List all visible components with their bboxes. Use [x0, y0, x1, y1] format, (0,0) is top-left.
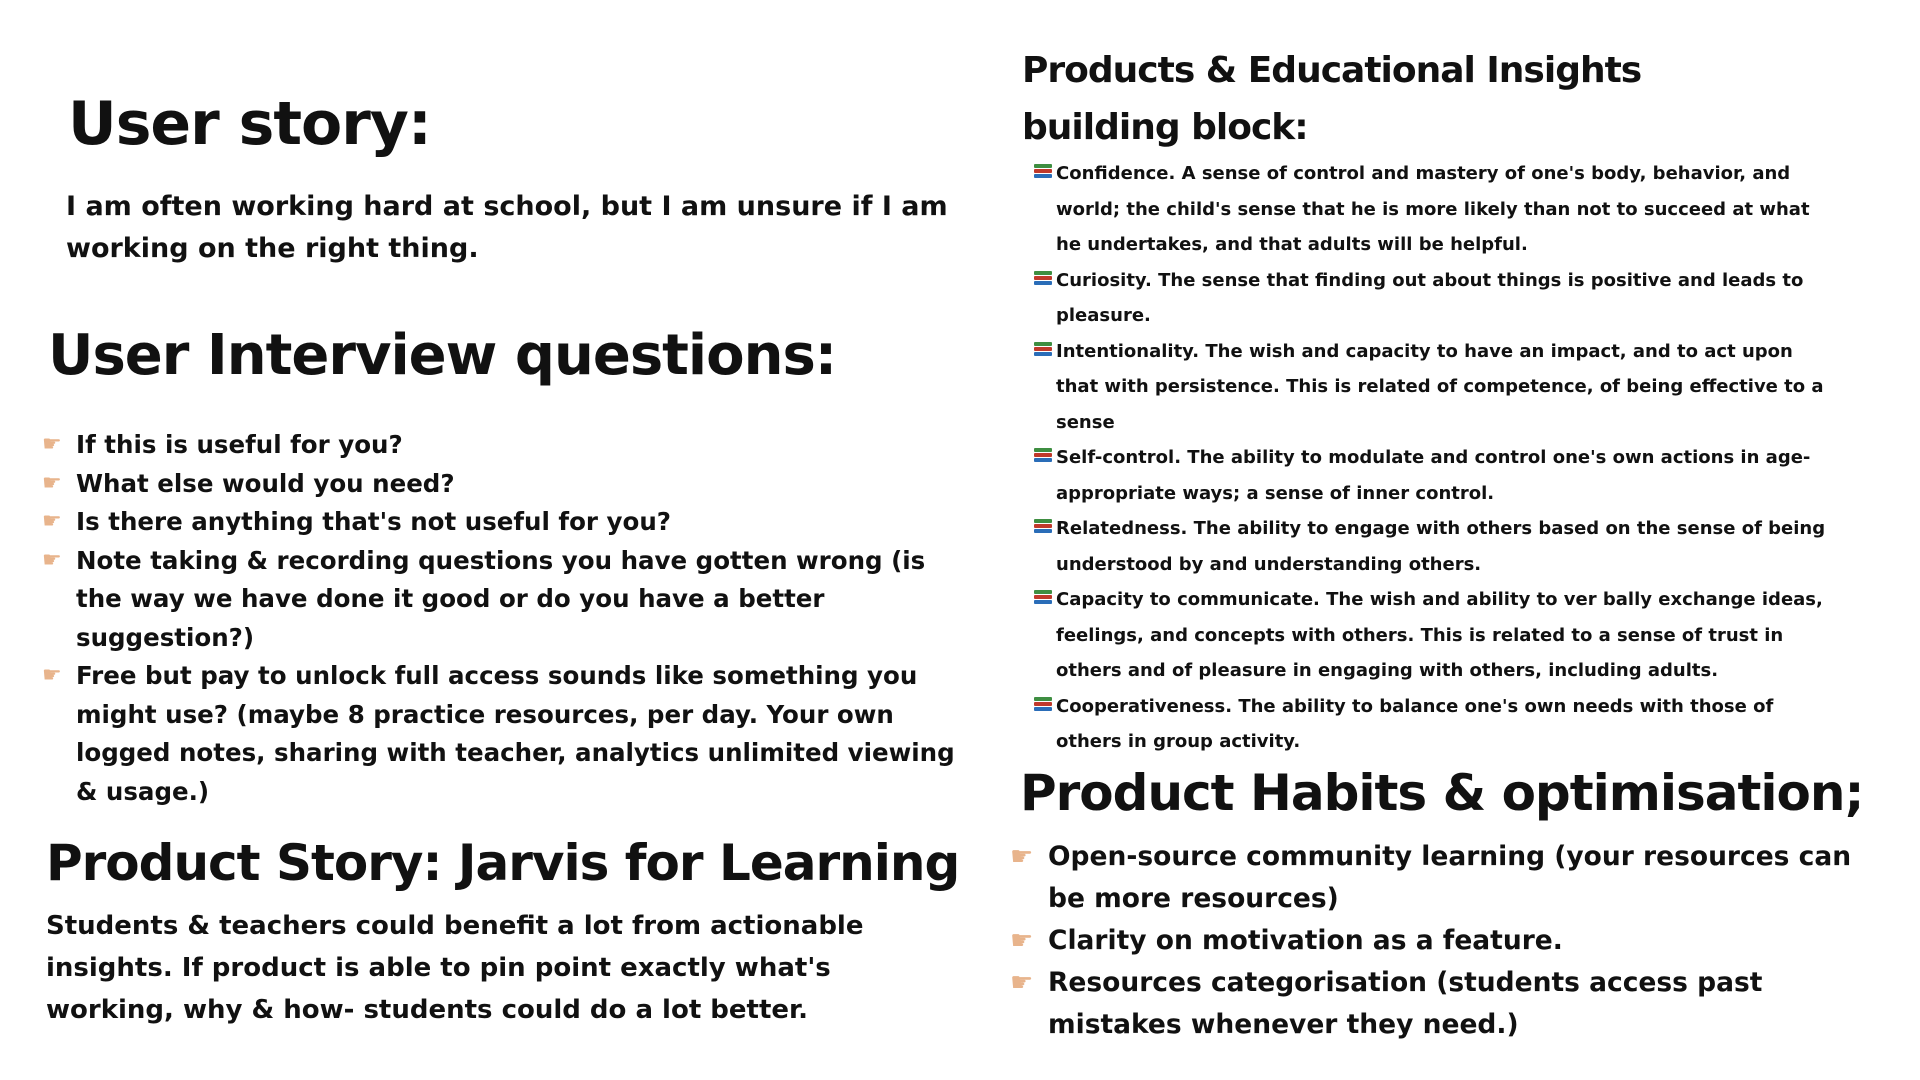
list-item: [1034, 689, 1834, 760]
pointing-hand-icon: ☛: [1010, 926, 1034, 956]
list-item-text: Cooperativeness. The ability to balance one's own needs with those of others in group activity.: [1056, 695, 1774, 752]
insights-heading: Products & Educational Insights building block:: [1022, 50, 1642, 148]
list-item-text: Resources categorisation (students access past mistakes whenever they need.): [1048, 967, 1763, 1040]
habits-heading: Product Habits & optimisation;: [1020, 764, 1864, 822]
books-icon: [1034, 164, 1052, 180]
list-item-text: Note taking & recording questions you have gotten wrong (is the way we have done it good or do you have a better suggestion?): [76, 545, 926, 652]
interview-questions-heading: User Interview questions:: [48, 323, 837, 388]
list-item-text: If this is useful for you?: [76, 430, 403, 459]
list-item-text: Intentionality. The wish and capacity to have an impact, and to act upon that with persistence. This is related of competence, of being effective to a sense: [1056, 340, 1824, 433]
habits-list: [1008, 836, 1888, 1046]
list-item-text: Capacity to communicate. The wish and ability to ver bally exchange ideas, feelings, and concepts with others. This is related to a sense of trust in others and of pleasure in engaging with others, including adults.: [1056, 589, 1823, 681]
list-item: [40, 426, 960, 465]
list-item-text: What else would you need?: [76, 468, 455, 498]
books-icon: [1034, 342, 1052, 358]
books-icon: [1034, 590, 1052, 606]
insights-list: [1034, 156, 1834, 760]
list-item: [1034, 511, 1834, 582]
list-item: [1034, 263, 1834, 334]
pointing-hand-icon: ☛: [42, 509, 62, 534]
list-item-text: Clarity on motivation as a feature.: [1048, 925, 1563, 956]
list-item: [1034, 440, 1834, 511]
list-item-text: Open-source community learning (your resources can be more resources): [1048, 841, 1852, 914]
list-item-text: Confidence. A sense of control and mastery of one's body, behavior, and world; the child's sense that he is more likely than not to succeed at what he undertakes, and that adults will be helpful.: [1056, 163, 1810, 255]
pointing-hand-icon: ☛: [42, 432, 62, 457]
list-item: [40, 542, 960, 658]
pointing-hand-icon: ☛: [42, 547, 62, 573]
list-item: [1034, 334, 1834, 441]
list-item: [1008, 920, 1888, 962]
pointing-hand-icon: ☛: [42, 663, 62, 688]
pointing-hand-icon: ☛: [1010, 968, 1034, 998]
list-item: [1034, 156, 1834, 263]
product-story-text: Students & teachers could benefit a lot from actionable insights. If product is able to pin point exactly what's working, why & how- students could do a lot better.: [46, 911, 864, 1025]
list-item-text: Curiosity. The sense that finding out about things is positive and leads to pleasure.: [1056, 269, 1804, 326]
list-item-text: Relatedness. The ability to engage with others based on the sense of being understood by and understanding others.: [1056, 518, 1826, 575]
books-icon: [1034, 271, 1052, 287]
product-story-heading: Product Story: Jarvis for Learning: [46, 834, 960, 892]
books-icon: [1034, 448, 1052, 464]
list-item-text: Self-control. The ability to modulate and control one's own actions in age-appropriate ways; a sense of inner control.: [1056, 447, 1811, 504]
list-item: [40, 465, 960, 504]
list-item: [1008, 962, 1888, 1046]
list-item: [40, 503, 960, 542]
books-icon: [1034, 519, 1052, 535]
list-item: [40, 657, 960, 811]
pointing-hand-icon: ☛: [42, 470, 62, 496]
list-item-text: Is there anything that's not useful for you?: [76, 507, 671, 536]
pointing-hand-icon: ☛: [1010, 842, 1034, 872]
user-story-text: I am often working hard at school, but I am unsure if I am working on the right thing.: [66, 191, 948, 264]
list-item-text: Free but pay to unlock full access sounds like something you might use? (maybe 8 practice resources, per day. Your own logged notes, sharing with teacher, analytics unlimited viewing & usage.): [76, 661, 955, 806]
user-story-heading: User story:: [68, 89, 431, 159]
list-item: [1008, 836, 1888, 920]
books-icon: [1034, 697, 1052, 713]
list-item: [1034, 582, 1834, 689]
interview-questions-list: [40, 426, 960, 811]
